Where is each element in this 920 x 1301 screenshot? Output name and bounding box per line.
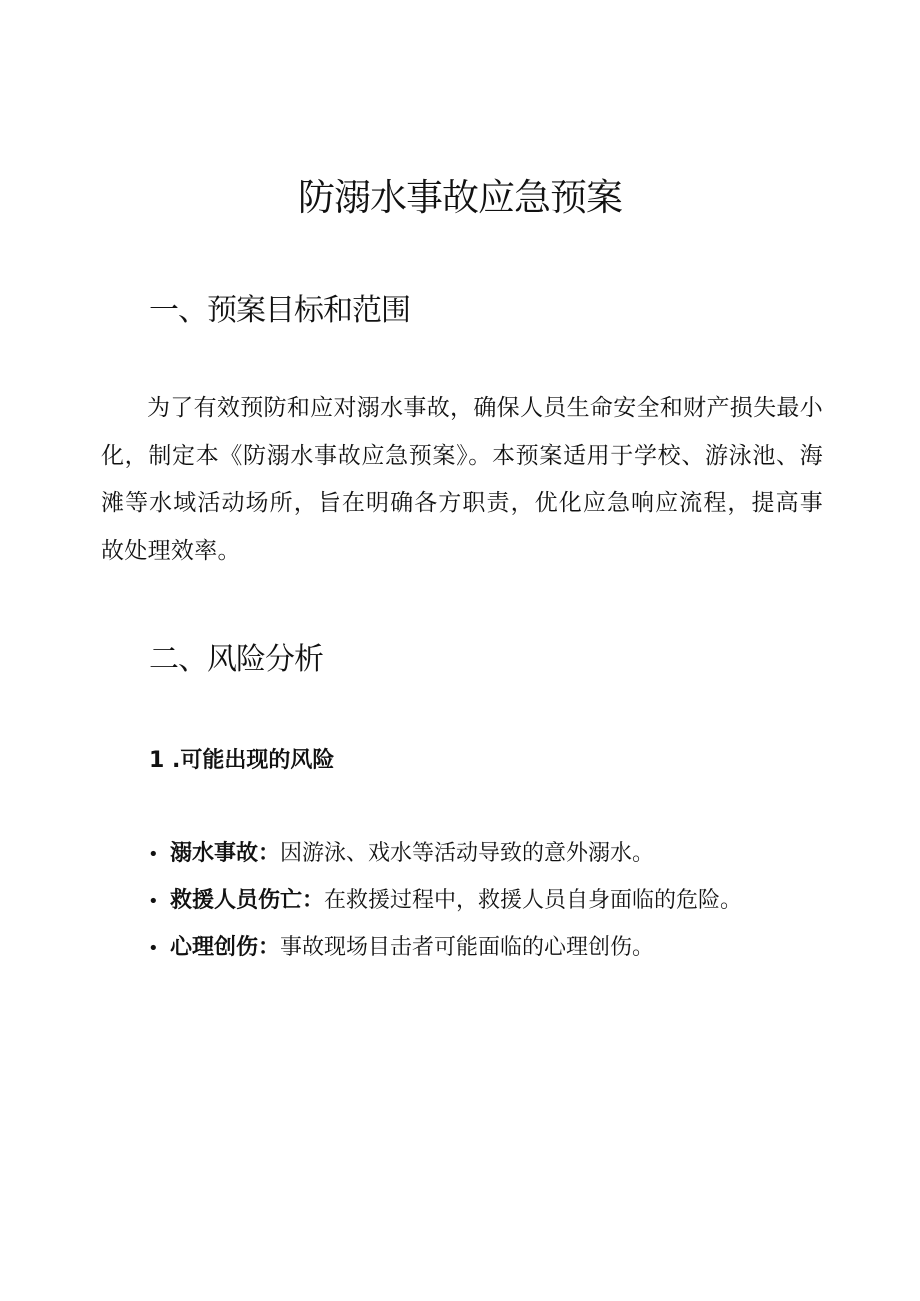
list-item <box>148 835 742 882</box>
bullet-dot-icon: • <box>148 891 159 912</box>
list-item <box>148 882 742 929</box>
list-item <box>148 929 742 976</box>
document-title: 防溺水事故应急预案 <box>298 176 622 219</box>
section-heading-risk-analysis: 二、风险分析 <box>149 642 323 677</box>
subheading-possible-risks: 1 .可能出现的风险 <box>149 748 335 773</box>
bullet-term: 心理创伤： <box>170 935 281 960</box>
bullet-term: 溺水事故： <box>170 841 281 866</box>
bullet-text: 因游泳、戏水等活动导致的意外溺水。 <box>280 841 655 866</box>
bullet-dot-icon: • <box>148 844 159 865</box>
risk-bullet-list <box>148 835 742 976</box>
section-heading-goals-scope: 一、预案目标和范围 <box>149 293 410 328</box>
bullet-text: 在救援过程中，救援人员自身面临的危险。 <box>324 888 743 913</box>
bullet-text: 事故现场目击者可能面临的心理创伤。 <box>280 935 655 960</box>
goals-scope-paragraph: 为了有效预防和应对溺水事故，确保人员生命安全和财产损失最小化，制定本《防溺水事故应急预案》。本预案适用于学校、游泳池、海滩等水域活动场所，旨在明确各方职责，优化应急响应流程，提高事故处理效率。 <box>101 395 823 564</box>
bullet-dot-icon: • <box>148 938 159 959</box>
bullet-term: 救援人员伤亡： <box>170 888 325 913</box>
